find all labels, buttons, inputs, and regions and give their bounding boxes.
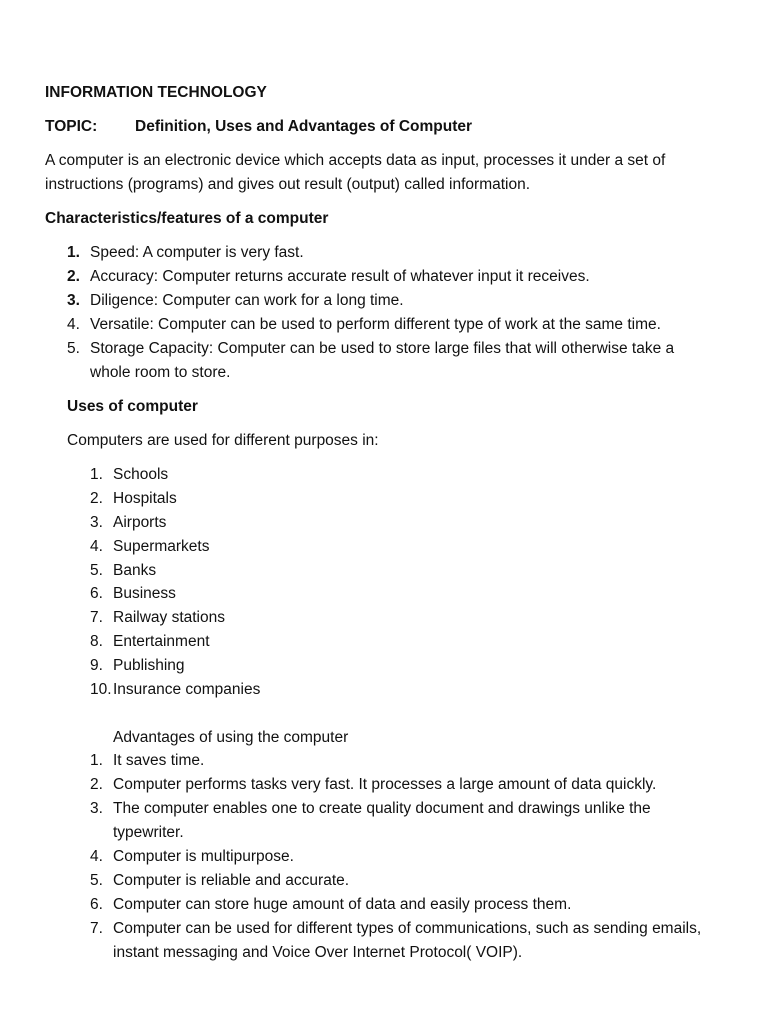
- advantages-heading: Advantages of using the computer: [113, 729, 349, 746]
- list-item-text-continued: typewriter.: [113, 824, 184, 841]
- list-item-text: Railway stations: [113, 609, 225, 626]
- list-item-number: 8.: [90, 633, 103, 650]
- list-item-text: Computer performs tasks very fast. It processes a large amount of data quickly.: [113, 776, 657, 793]
- list-item-number: 3.: [90, 800, 103, 817]
- list-item-text: Storage Capacity: Computer can be used to store large files that will otherwise take a: [90, 340, 675, 357]
- list-item-text: Computer can store huge amount of data and easily process them.: [113, 896, 572, 913]
- list-item-number: 1.: [90, 752, 103, 769]
- list-item-number: 4.: [90, 848, 103, 865]
- list-item-number: 2.: [90, 776, 103, 793]
- list-item-text-continued: instant messaging and Voice Over Internet Protocol( VOIP).: [113, 944, 523, 961]
- list-item-text: Airports: [113, 514, 167, 531]
- list-item-number: 6.: [90, 896, 103, 913]
- list-item-text: Business: [113, 585, 176, 602]
- definition-line: A computer is an electronic device which accepts data as input, processes it under a set of: [45, 152, 666, 169]
- list-item-text-continued: whole room to store.: [90, 364, 231, 381]
- list-item-text: The computer enables one to create quality document and drawings unlike the: [113, 800, 651, 817]
- list-item-number: 5.: [67, 340, 80, 357]
- list-item-number: 3.: [90, 514, 103, 531]
- list-item-text: Computer is reliable and accurate.: [113, 872, 350, 889]
- list-item-text: Computer can be used for different types of communications, such as sending emails,: [113, 920, 702, 937]
- list-item-number: 3.: [67, 292, 80, 309]
- list-item-number: 5.: [90, 562, 103, 579]
- list-item-number: 5.: [90, 872, 103, 889]
- list-item-number: 10.: [90, 681, 112, 698]
- list-item-number: 1.: [90, 466, 103, 483]
- list-item-text: Publishing: [113, 657, 185, 674]
- uses-intro: Computers are used for different purposes in:: [67, 432, 379, 449]
- list-item-number: 4.: [90, 538, 103, 555]
- definition-line: instructions (programs) and gives out result (output) called information.: [45, 176, 531, 193]
- list-item-number: 7.: [90, 920, 103, 937]
- list-item-number: 4.: [67, 316, 80, 333]
- subject-heading: INFORMATION TECHNOLOGY: [45, 84, 267, 101]
- list-item-text: Insurance companies: [113, 681, 261, 698]
- list-item-text: Hospitals: [113, 490, 177, 507]
- list-item-number: 2.: [67, 268, 80, 285]
- list-item-text: Entertainment: [113, 633, 210, 650]
- list-item-text: It saves time.: [113, 752, 205, 769]
- characteristics-heading: Characteristics/features of a computer: [45, 210, 329, 227]
- list-item-number: 1.: [67, 244, 80, 261]
- list-item-text: Supermarkets: [113, 538, 210, 555]
- topic-label: TOPIC:: [45, 118, 98, 135]
- list-item-text: Diligence: Computer can work for a long time.: [90, 292, 404, 309]
- list-item-text: Speed: A computer is very fast.: [90, 244, 304, 261]
- list-item-text: Banks: [113, 562, 157, 579]
- list-item-text: Accuracy: Computer returns accurate result of whatever input it receives.: [90, 268, 590, 285]
- topic-title: Definition, Uses and Advantages of Computer: [135, 118, 473, 135]
- list-item-number: 7.: [90, 609, 103, 626]
- list-item-text: Computer is multipurpose.: [113, 848, 294, 865]
- list-item-number: 2.: [90, 490, 103, 507]
- list-item-text: Schools: [113, 466, 169, 483]
- list-item-number: 6.: [90, 585, 103, 602]
- list-item-text: Versatile: Computer can be used to perform different type of work at the same time.: [90, 316, 661, 333]
- uses-heading: Uses of computer: [67, 398, 198, 415]
- list-item-number: 9.: [90, 657, 103, 674]
